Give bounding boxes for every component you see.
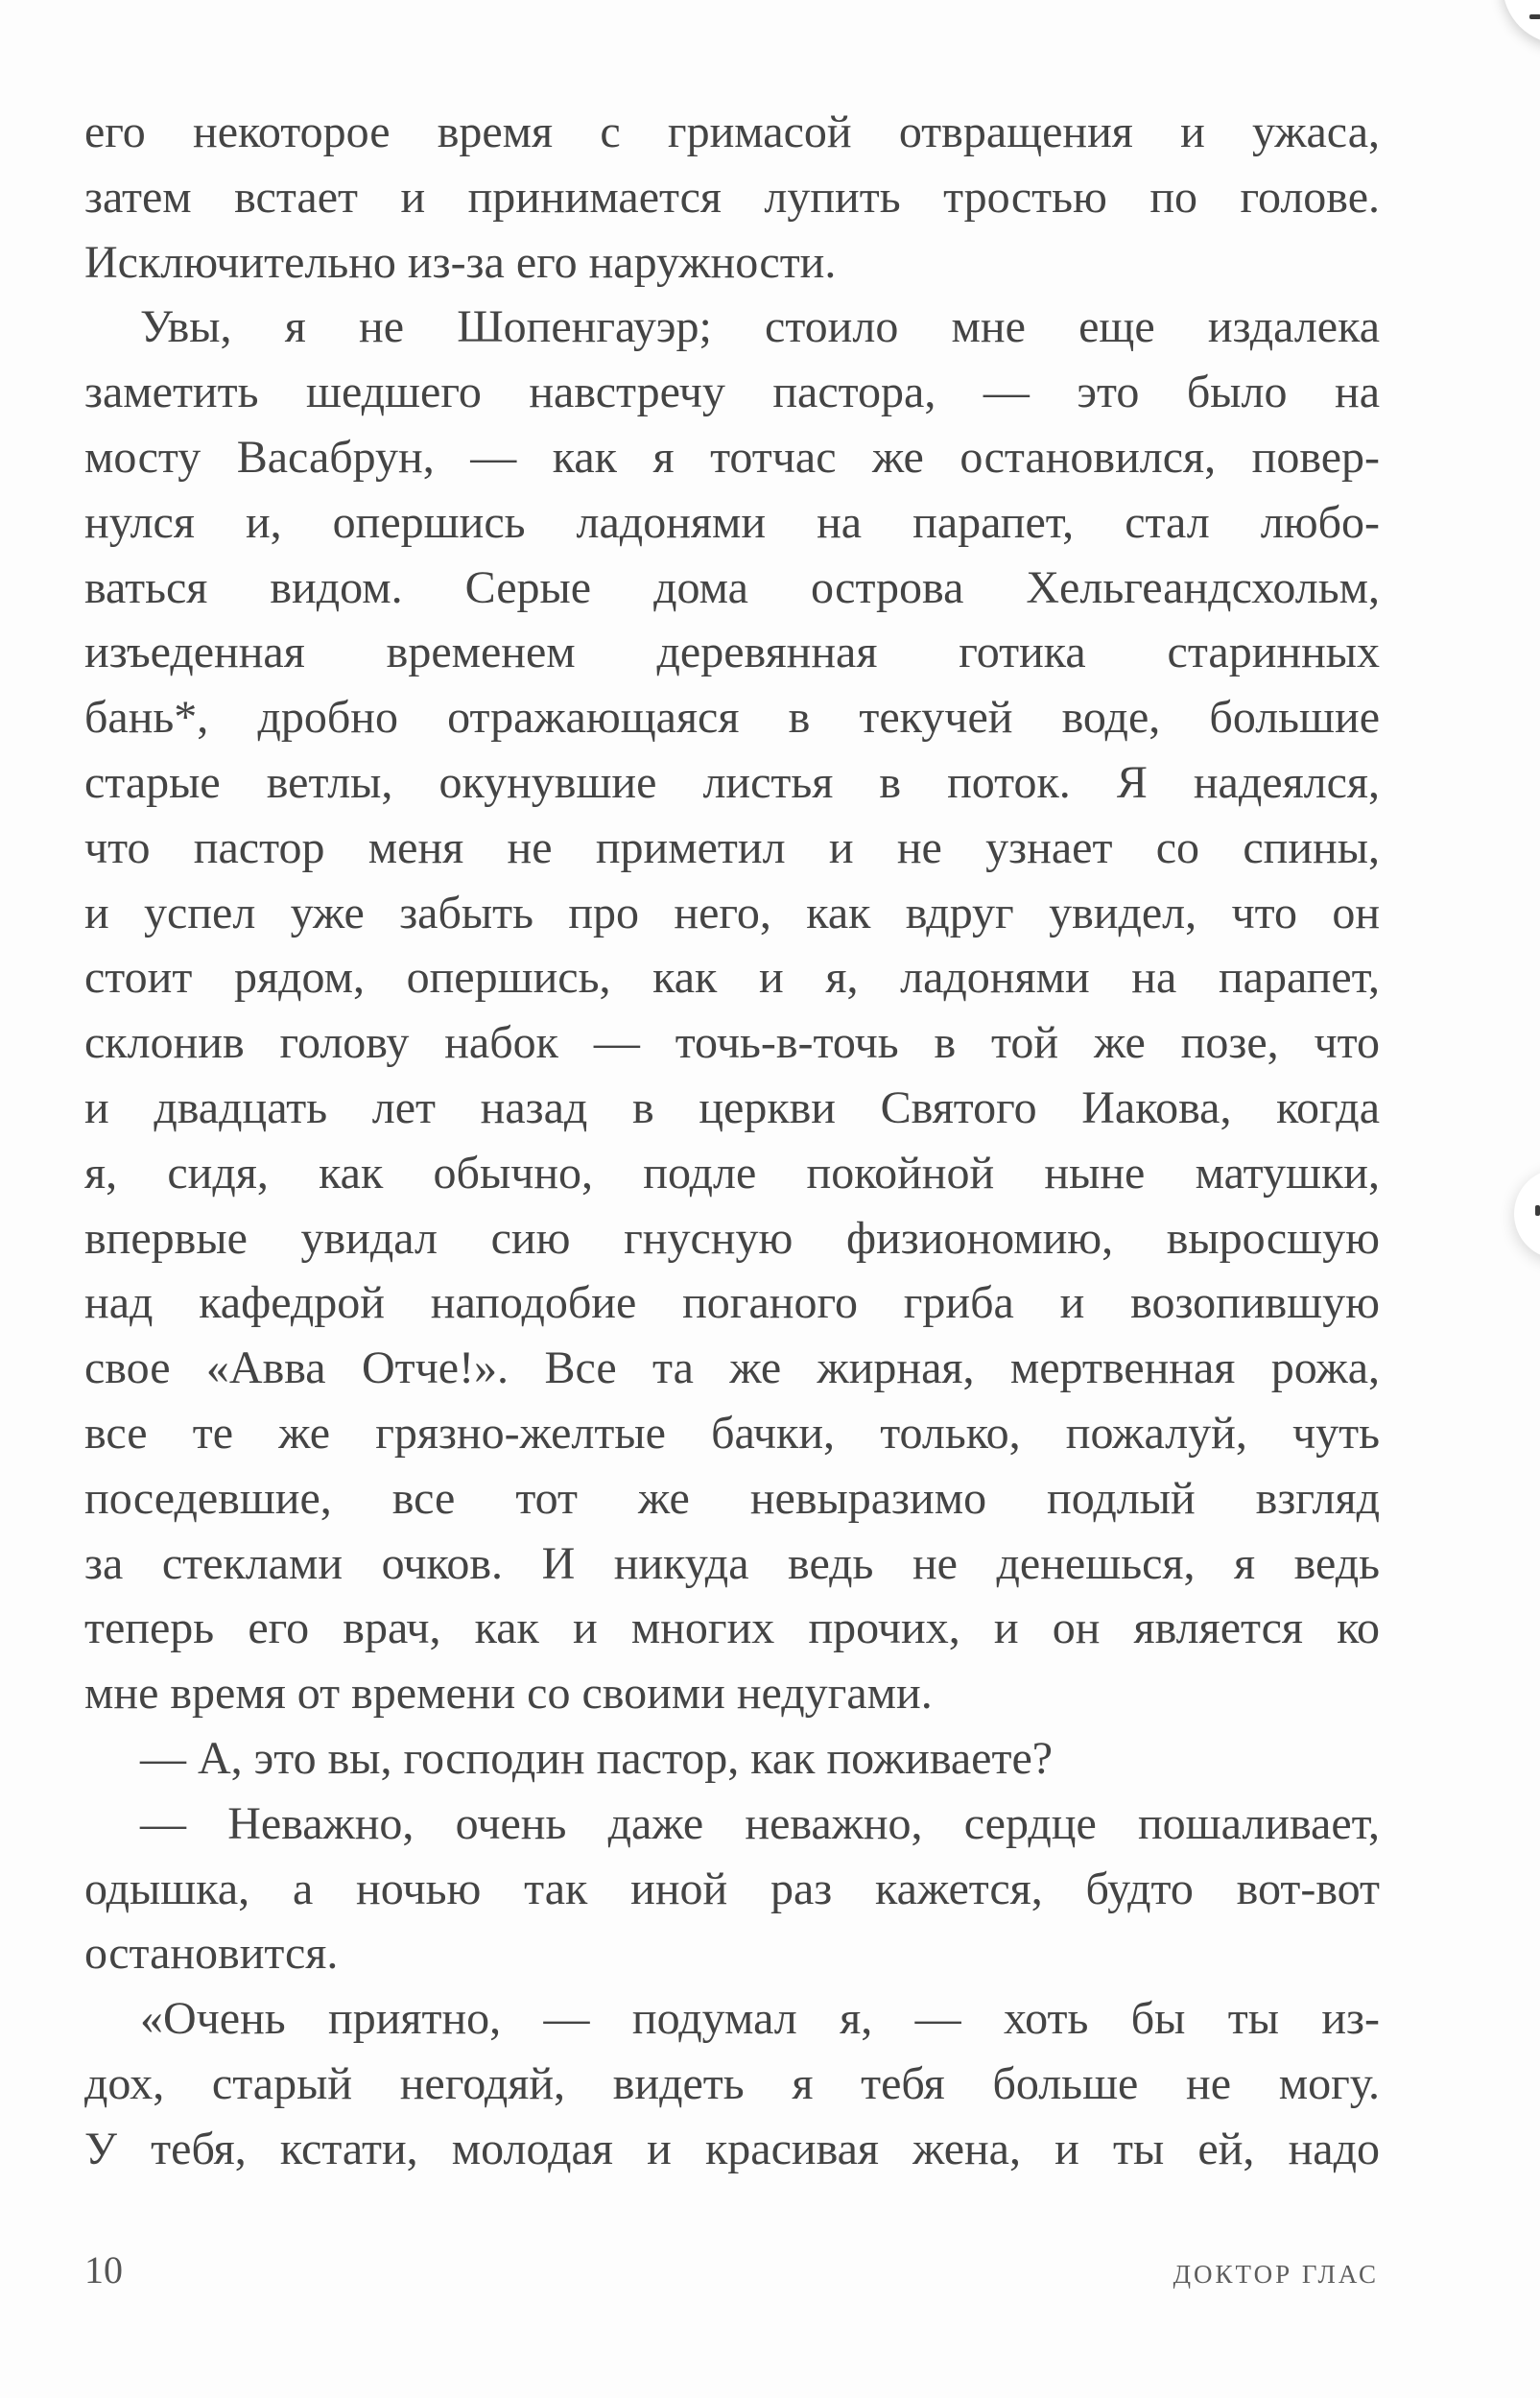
text-line: заметить шедшего навстречу пастора, — это было на xyxy=(84,367,1380,418)
page-text xyxy=(84,100,1380,2182)
text-line: ваться видом. Серые дома острова Хельгеандсхольм, xyxy=(84,561,1380,613)
page-number: 10 xyxy=(84,2248,123,2291)
text-line: Увы, я не Шопенгауэр; стоило мне еще издалека xyxy=(140,301,1380,353)
text-line: его некоторое время с гримасой отвращения и ужаса, xyxy=(84,107,1380,157)
text-line: — А, это вы, господин пастор, как поживаете? xyxy=(140,1732,1054,1784)
text-line: остановится. xyxy=(84,1928,339,1980)
text-line: мосту Васабрун, — как я тотчас же остановился, повер- xyxy=(84,431,1380,483)
running-title: ДОКТОР ГЛАС xyxy=(1173,2260,1379,2289)
text-line: и успел уже забыть про него, как вдруг увидел, что он xyxy=(84,887,1380,938)
text-line: старые ветлы, окунувшие листья в поток. Я надеялся, xyxy=(84,756,1380,808)
text-line: впервые увидал сию гнусную физиономию, выросшую xyxy=(84,1212,1380,1264)
text-line: — Неважно, очень даже неважно, сердце пошаливает, xyxy=(140,1797,1380,1849)
floating-button-top-right[interactable] xyxy=(1503,0,1540,44)
handle-glyph-icon xyxy=(1529,14,1540,19)
text-line: мне время от времени со своими недугами. xyxy=(84,1668,933,1720)
text-line: поседевшие, все тот же невыразимо подлый взгляд xyxy=(84,1472,1380,1524)
page-footer xyxy=(84,2247,1379,2292)
text-line: «Очень приятно, — подумал я, — хоть бы ты из- xyxy=(140,1993,1380,2045)
text-line: все те же грязно-желтые бачки, только, пожалуй, чуть xyxy=(84,1407,1380,1459)
text-line: дох, старый негодяй, видеть я тебя больше не могу. xyxy=(84,2057,1380,2109)
text-line: стоит рядом, опершись, как и я, ладонями на парапет, xyxy=(84,952,1380,1004)
text-line: я, сидя, как обычно, подле покойной ныне матушки, xyxy=(84,1147,1380,1199)
text-line: и двадцать лет назад в церкви Святого Иакова, когда xyxy=(84,1081,1380,1133)
text-line: бань*, дробно отражающаяся в текучей воде, большие xyxy=(84,692,1380,744)
text-line: что пастор меня не приметил и не узнает со спины, xyxy=(84,821,1380,873)
text-line: склонив голову набок — точь-в-точь в той же позе, что xyxy=(84,1017,1380,1069)
text-line: изъеденная временем деревянная готика старинных xyxy=(84,627,1380,678)
text-line: над кафедрой наподобие поганого гриба и возопившую xyxy=(84,1277,1380,1329)
text-line: нулся и, опершись ладонями на парапет, стал любо- xyxy=(84,496,1380,548)
text-line: теперь его врач, как и многих прочих, и он является ко xyxy=(84,1603,1380,1654)
text-line: свое «Авва Отче!». Все та же жирная, мертвенная рожа, xyxy=(84,1342,1380,1394)
text-line: У тебя, кстати, молодая и красивая жена, и ты ей, надо xyxy=(84,2123,1380,2174)
text-line: затем встает и принимается лупить тростью по голове. xyxy=(84,171,1380,223)
text-line: Исключительно из-за его наружности. xyxy=(84,236,837,288)
text-line: одышка, а ночью так иной раз кажется, будто вот-вот xyxy=(84,1863,1380,1914)
text-line: за стеклами очков. И никуда ведь не денешься, я ведь xyxy=(84,1537,1380,1589)
floating-button-right-middle[interactable] xyxy=(1514,1169,1540,1259)
handle-glyph-icon xyxy=(1535,1205,1540,1216)
